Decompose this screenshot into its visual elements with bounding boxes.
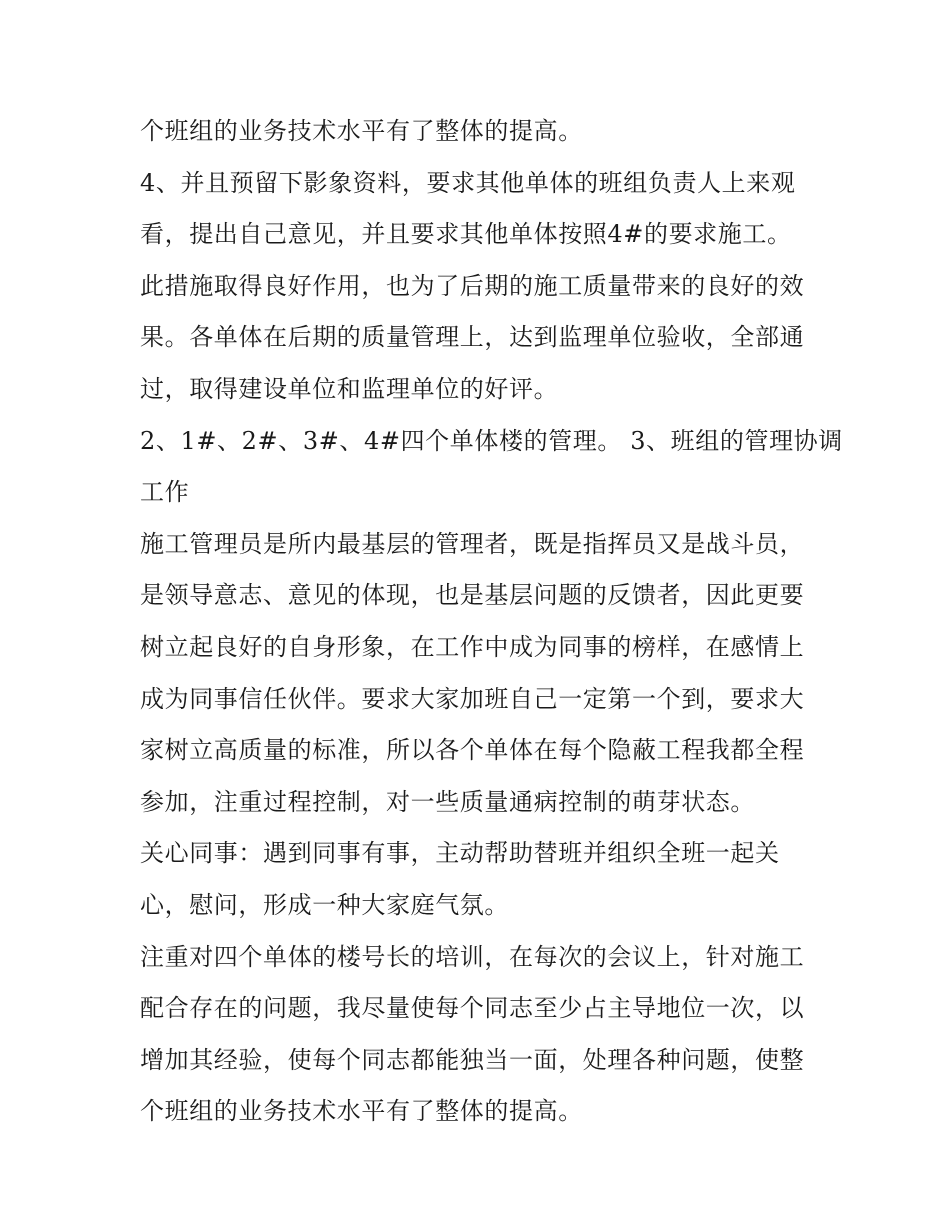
text-line: 增加其经验，使每个同志都能独当一面，处理各种问题，使整 — [140, 1045, 805, 1074]
text-line: 4、并且预留下影象资料，要求其他单体的班组负责人上来观 — [140, 168, 796, 197]
text-line: 是领导意志、意见的体现，也是基层问题的反馈者，因此更要 — [140, 581, 805, 610]
text-line: 心，慰问，形成一种大家庭气氛。 — [140, 890, 509, 919]
text-line: 参加，注重过程控制，对一些质量通病控制的萌芽状态。 — [140, 787, 755, 816]
text-line: 果。各单体在后期的质量管理上，达到监理单位验收，全部通 — [140, 323, 805, 352]
text-line: 配合存在的问题，我尽量使每个同志至少占主导地位一次，以 — [140, 994, 805, 1023]
text-line: 个班组的业务技术水平有了整体的提高。 — [140, 1097, 583, 1126]
text-line: 树立起良好的自身形象，在工作中成为同事的榜样，在感情上 — [140, 632, 805, 661]
text-line: 个班组的业务技术水平有了整体的提高。 — [140, 117, 583, 145]
text-line: 工作 — [140, 478, 190, 507]
text-line: 此措施取得良好作用，也为了后期的施工质量带来的良好的效 — [140, 271, 805, 300]
text-line: 成为同事信任伙伴。要求大家加班自己一定第一个到，要求大 — [140, 684, 805, 713]
text-line: 关心同事：遇到同事有事，主动帮助替班并组织全班一起关 — [140, 839, 780, 868]
text-line: 看，提出自己意见，并且要求其他单体按照4#的要求施工。 — [140, 220, 792, 249]
text-line: 过，取得建设单位和监理单位的好评。 — [140, 374, 559, 403]
text-line: 2、1#、2#、3#、4#四个单体楼的管理。 3、班组的管理协调 — [140, 426, 843, 455]
text-line: 施工管理员是所内最基层的管理者，既是指挥员又是战斗员， — [140, 529, 805, 558]
text-line: 注重对四个单体的楼号长的培训，在每次的会议上，针对施工 — [140, 942, 805, 971]
text-line: 家树立高质量的标准，所以各个单体在每个隐蔽工程我都全程 — [140, 736, 805, 765]
document-body — [140, 106, 843, 1138]
